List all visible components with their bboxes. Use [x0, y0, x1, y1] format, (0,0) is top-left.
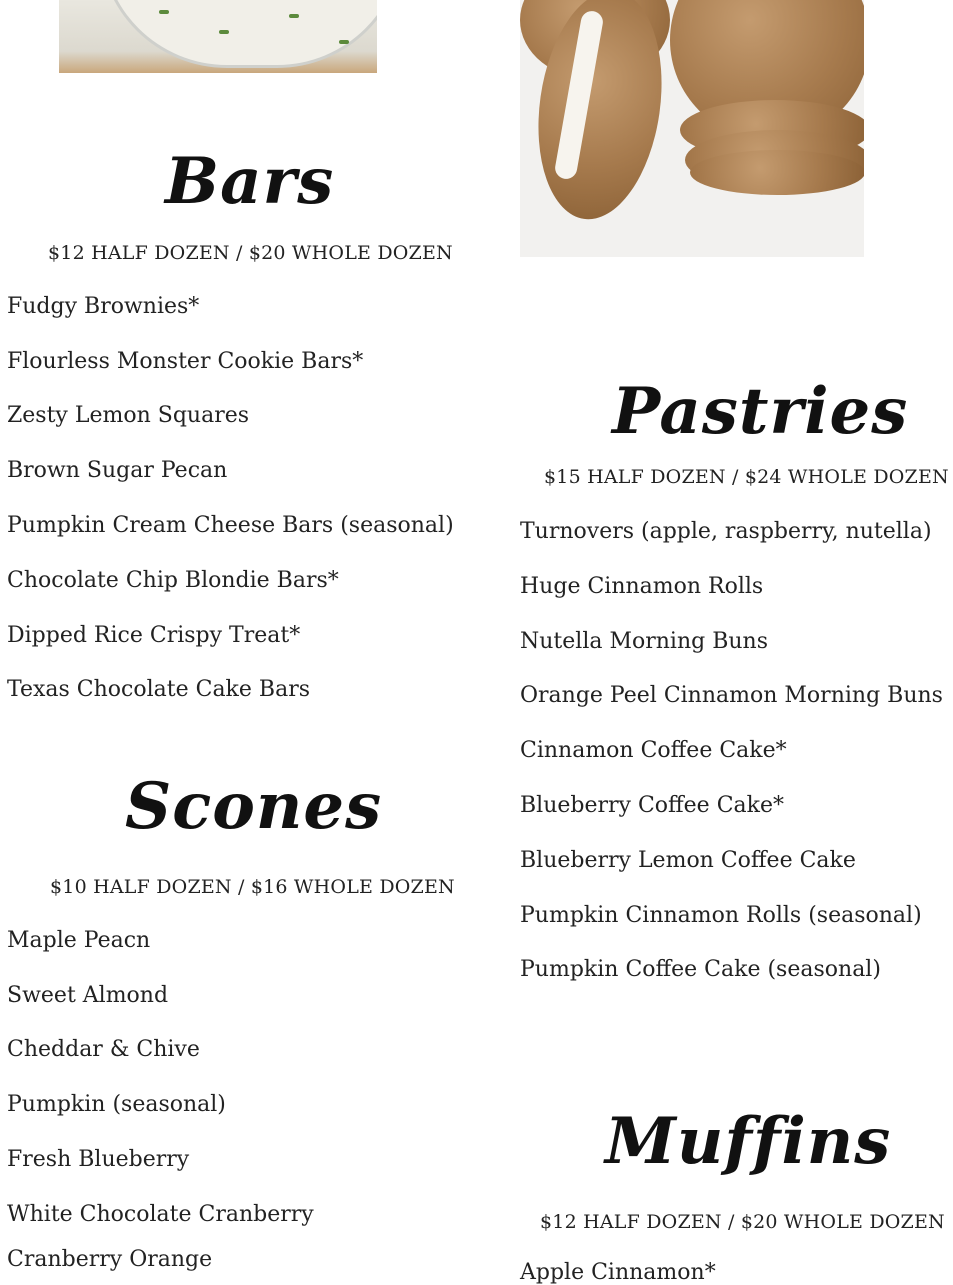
list-item: Huge Cinnamon Rolls: [520, 574, 764, 599]
muffins-price: $12 HALF DOZEN / $20 WHOLE DOZEN: [540, 1211, 945, 1233]
list-item: Pumpkin Cinnamon Rolls (seasonal): [520, 903, 922, 928]
list-item: Cranberry Orange: [7, 1247, 213, 1272]
list-item: Flourless Monster Cookie Bars*: [7, 349, 364, 374]
list-item: Brown Sugar Pecan: [7, 458, 228, 483]
list-item: Maple Peacn: [7, 928, 151, 953]
list-item: Orange Peel Cinnamon Morning Buns: [520, 683, 943, 708]
list-item: White Chocolate Cranberry: [7, 1202, 314, 1227]
list-item: Sweet Almond: [7, 983, 169, 1008]
muffins-title: Muffins: [605, 1104, 892, 1179]
cookie-sandwich-photo: [520, 0, 864, 257]
list-item: Blueberry Lemon Coffee Cake: [520, 848, 856, 873]
list-item: Pumpkin Coffee Cake (seasonal): [520, 957, 881, 982]
pastries-title: Pastries: [612, 374, 909, 449]
list-item: Chocolate Chip Blondie Bars*: [7, 568, 339, 593]
list-item: Blueberry Coffee Cake*: [520, 793, 784, 818]
list-item: Zesty Lemon Squares: [7, 403, 250, 428]
pastries-price: $15 HALF DOZEN / $24 WHOLE DOZEN: [544, 466, 949, 488]
dip-photo: [59, 0, 377, 73]
list-item: Dipped Rice Crispy Treat*: [7, 623, 301, 648]
bars-price: $12 HALF DOZEN / $20 WHOLE DOZEN: [48, 242, 453, 264]
list-item: Pumpkin (seasonal): [7, 1092, 226, 1117]
bars-title: Bars: [165, 144, 335, 219]
list-item: Cheddar & Chive: [7, 1037, 200, 1062]
list-item: Fresh Blueberry: [7, 1147, 190, 1172]
list-item: Turnovers (apple, raspberry, nutella): [520, 519, 932, 544]
list-item: Fudgy Brownies*: [7, 294, 200, 319]
list-item: Pumpkin Cream Cheese Bars (seasonal): [7, 513, 454, 538]
list-item: Nutella Morning Buns: [520, 629, 768, 654]
list-item: Cinnamon Coffee Cake*: [520, 738, 787, 763]
list-item: Texas Chocolate Cake Bars: [7, 677, 310, 702]
scones-price: $10 HALF DOZEN / $16 WHOLE DOZEN: [50, 876, 455, 898]
scones-title: Scones: [125, 769, 383, 844]
list-item: Apple Cinnamon*: [520, 1260, 716, 1285]
